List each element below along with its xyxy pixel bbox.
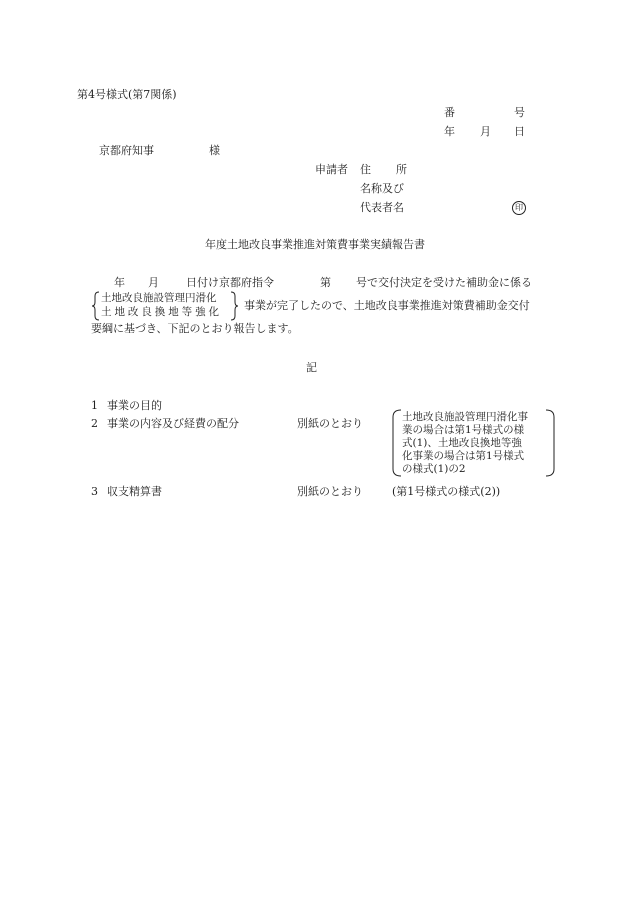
document-title: 年度土地改良事業推進対策費事業実績報告書 [205,238,425,251]
note-bracket-right [545,409,557,477]
applicant-name-line-2: 代表者名 [360,201,404,214]
addressee-name: 京都府知事 [99,144,154,157]
note-line-2: 業の場合は第1号様式の様 [402,424,525,436]
item-3-number: 3 [91,485,98,498]
applicant-label: 申請者 [315,163,348,176]
applicant-address-2: 所 [396,163,407,176]
item-1-number: 1 [91,399,98,412]
note-box [402,411,552,476]
date-day-label: 日 [514,125,525,138]
item-2-number: 2 [91,417,98,430]
body-line-3: 要綱に基づき、下記のとおり報告します。 [91,322,299,335]
option-line-2: 土 地 改 良 換 地 等 強 化 [101,306,219,318]
item-3-reference: 別紙のとおり [297,485,363,498]
item-2-label: 事業の内容及び経費の配分 [107,417,239,430]
body-line-2-rest: 事業が完了したので、土地改良事業推進対策費補助金交付 [244,299,530,312]
note-line-4: 化事業の場合は第1号様式 [402,450,525,462]
body-line-1-rest: 号で交付決定を受けた補助金に係る [356,276,532,289]
body-date-text: 日付け京都府指令 [186,276,274,289]
note-line-3: 式(1)、土地改良換地等強 [402,437,522,449]
body-dai: 第 [320,276,331,289]
number-label-ban: 番 [444,106,455,119]
body-year: 年 [114,276,125,289]
item-2-reference: 別紙のとおり [297,417,363,430]
applicant-name-line-1: 名称及び [360,182,404,195]
option-line-1: 土地改良施設管理円滑化 [101,292,217,304]
ki-heading: 記 [306,361,317,374]
note-line-1: 土地改良施設管理円滑化事 [402,411,528,423]
note-line-5: の様式(1)の2 [402,463,466,475]
form-number: 第4号様式(第7関係) [77,88,177,101]
number-label-go: 号 [514,106,525,119]
note-bracket-left [390,409,402,477]
body-month: 月 [148,276,159,289]
item-3-note: (第1号様式の様式(2)) [392,485,501,498]
date-year-label: 年 [444,125,455,138]
item-3-label: 収支精算書 [107,485,162,498]
item-1-label: 事業の目的 [107,399,162,412]
option-brace-right [230,291,240,321]
date-month-label: 月 [480,125,491,138]
seal-mark: 印 [512,201,526,215]
applicant-address-1: 住 [360,163,371,176]
addressee-honorific: 様 [209,144,220,157]
option-brace-left [91,291,101,321]
